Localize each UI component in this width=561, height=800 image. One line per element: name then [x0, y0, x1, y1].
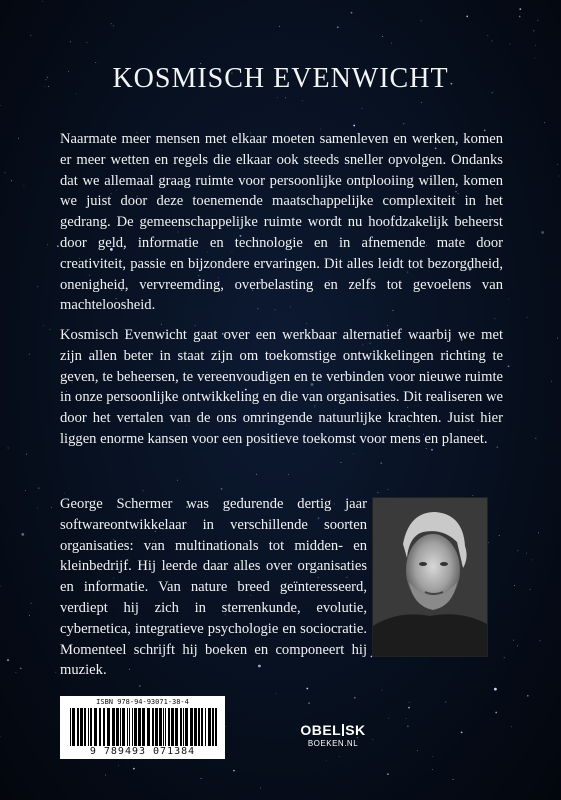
barcode-bar [212, 708, 214, 746]
barcode-bar [103, 708, 105, 746]
barcode-bar [94, 708, 97, 746]
publisher-name: OBEL SK [300, 722, 366, 738]
barcode-bar [80, 708, 83, 746]
barcode-bar [77, 708, 79, 746]
isbn-barcode [60, 696, 225, 759]
barcode-bar [180, 708, 182, 746]
publisher-website: BOEKEN.NL [307, 739, 359, 748]
blurb-paragraph-2: Kosmisch Evenwicht gaat over een werkbaar alternatief waarbij we met zijn allen beter in staat zijn om toekomstige ontwikkelingen richting te geven, te beheersen, te vereenvoudigen en te verbinden voor nieuwe ruimte in onze persoonlijke ontwikkeling en die van organisaties. Dit realiseren we door het vertalen van de ons omringende natuurlijke krachten. Juist hier liggen enorme kansen voor een positieve toekomst voor mens en planeet. [60, 327, 503, 447]
barcode-bar [159, 708, 162, 746]
isbn-label: ISBN 978-94-93071-38-4 [96, 698, 189, 706]
barcode-bar [88, 708, 89, 746]
book-title: KOSMISCH EVENWICHT [112, 63, 449, 94]
barcode-bar [183, 708, 184, 746]
barcode-bar [208, 708, 211, 746]
barcode-bar [205, 708, 206, 746]
barcode-bar [107, 708, 110, 746]
barcode-bar [138, 708, 141, 746]
barcode-bar [72, 708, 75, 746]
barcode-bar [165, 708, 166, 746]
barcode-bar [201, 708, 203, 746]
barcode-bar [215, 708, 217, 746]
barcode-bar [90, 708, 92, 746]
barcode-bars [70, 708, 220, 746]
blurb-paragraph-1: Naarmate meer mensen met elkaar moeten samenleven en werken, komen er meer wetten en regels die elkaar ook steeds sneller opvolgen. Ondanks dat we allemaal graag ruimte voor persoonlijke ontplooiing willen, komen we juist door deze toenemende maatschappelijke complexiteit in het gedrang. De gemeenschappelijke ruimte wordt nu hoofdzakelijk beheerst door geld, informatie en technologie en in afnemende mate door creativiteit, passie en bijzondere ervaringen. Dit alles leidt tot bezorgdheid, onenigheid, vervreemding, overbelasting en zelfs tot gevoelens van machteloosheid. [60, 131, 503, 314]
barcode-bar [155, 708, 158, 746]
barcode-bar [198, 708, 200, 746]
barcode-bar [129, 708, 130, 746]
barcode-bar [194, 708, 197, 746]
author-photo [372, 497, 488, 657]
barcode-bar [190, 708, 193, 746]
barcode-bar [134, 708, 137, 746]
barcode-bar [175, 708, 178, 746]
barcode-bar [147, 708, 150, 746]
barcode-bar [185, 708, 188, 746]
barcode-bar [70, 708, 71, 746]
barcode-bar [84, 708, 86, 746]
publisher-logo [298, 722, 368, 748]
barcode-bar [122, 708, 125, 746]
barcode-bar [127, 708, 128, 746]
barcode-bar [168, 708, 170, 746]
barcode-bar [152, 708, 154, 746]
barcode-bar [142, 708, 145, 746]
barcode-bar [116, 708, 119, 746]
barcode-bar [120, 708, 121, 746]
barcode-bar [112, 708, 115, 746]
barcode-bar [171, 708, 174, 746]
isbn-digits: 9 789493 071384 [89, 746, 196, 757]
author-bio: George Schermer was gedurende dertig jaar softwareontwikkelaar in verschillende soorten organisaties: van multinationals tot midden- en kleinbedrijf. Hij leerde daar alles over organisaties en informatie. Van nature breed geïnteresseerd, verdiept hij zich in sterrenkunde, evolutie, cybernetica, integratieve psychologie en sociocratie. Momenteel schrijft hij boeken en componeert hij muziek. [60, 496, 367, 679]
barcode-bar [99, 708, 101, 746]
barcode-bar [132, 708, 133, 746]
barcode-bar [163, 708, 164, 746]
